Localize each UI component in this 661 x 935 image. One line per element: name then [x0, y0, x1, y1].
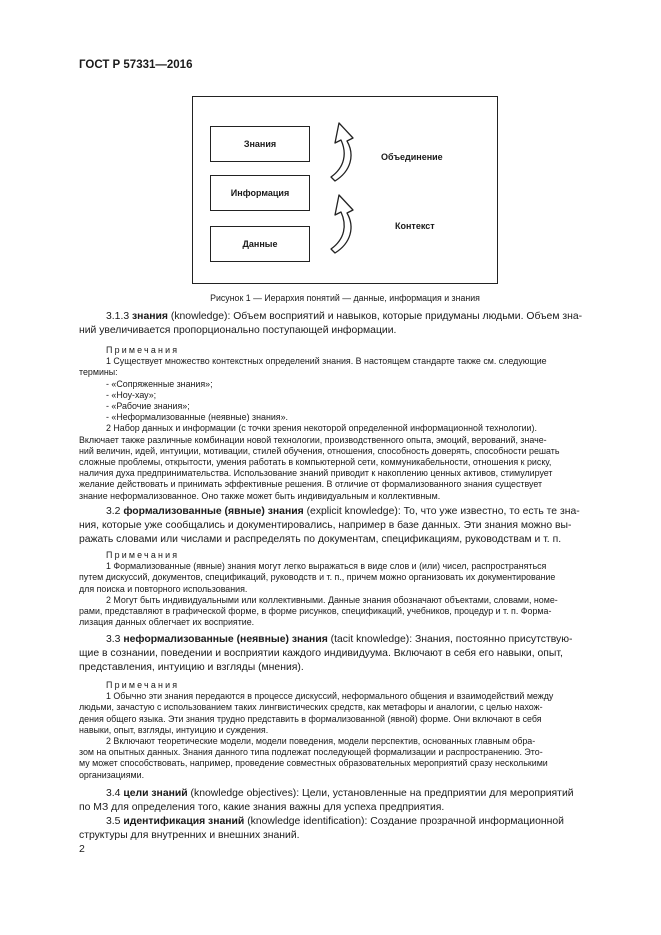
text-line: ний увеличивается пропорционально поступающей информации.	[79, 325, 397, 336]
label-context: Контекст	[395, 221, 435, 231]
section-number: 3.2	[106, 506, 121, 517]
figure-caption: Рисунок 1 — Иерархия понятий — данные, информация и знания	[210, 293, 480, 303]
note-line: 2 Включают теоретические модели, модели поведения, модели перспектив, основанных главным обра-	[106, 736, 536, 747]
note-list-item: - «Рабочие знания»;	[106, 401, 190, 412]
note-list-item: - «Неформализованные (неявные) знания».	[106, 412, 289, 423]
text-line: (knowledge objectives): Цели, установленные на предприятии для мероприятий	[187, 788, 574, 799]
notes-heading: Примечания	[106, 550, 180, 560]
note-line: навыки, опыт, взгляды, интуицию и суждения.	[79, 724, 269, 735]
note-line: 1 Формализованные (явные) знания могут легко выражаться в виде слов и (или) чисел, распространяться	[106, 561, 547, 572]
note-line: сложные проблемы, открытости, умения работать в компьютерной сети, коммуникабельности, отношения к риску,	[79, 457, 552, 468]
text-line: (tacit knowledge): Знания, постоянно присутствую-	[327, 634, 573, 645]
note-line: зом на опытных данных. Знания данного типа подлежат последующей формализации и распространению. Это-	[79, 747, 543, 758]
note-line: знание неформализованное. Оно также может быть индивидуальным и коллективным.	[79, 490, 441, 501]
note-line: 1 Обычно эти знания передаются в процессе дискуссий, неформального общения и взаимодействий между	[106, 691, 554, 702]
note-line: организациями.	[79, 769, 145, 780]
note-line: дения общего языка. Эти знания трудно представить в формализованной (явной) форме. Они включают в себя	[79, 713, 542, 724]
note-line: ний величин, идей, интуиции, мотивации, стилей обучения, отношения, способность доверять, способности решать	[79, 445, 560, 456]
text-line: (explicit knowledge): То, что уже известно, то есть те зна-	[303, 506, 580, 517]
note-line: 2 Набор данных и информации (с точки зрения некоторой определенной информационной технологии).	[106, 423, 537, 434]
section-number: 3.4	[106, 788, 121, 799]
text-line: ражать словами или числами и распределять по документам, спецификациям, руководствам и т. п.	[79, 534, 562, 545]
text-line: щие в сознании, поведении и восприятии каждого индивидуума. Включают в себя его навыки, опыт,	[79, 648, 563, 659]
notes-heading: Примечания	[106, 680, 180, 690]
section-number: 3.5	[106, 816, 121, 827]
page-number: 2	[79, 843, 85, 855]
text-line: ния, которые уже сообщались и документировались, например в базе данных. Эти знания можно вы-	[79, 520, 572, 531]
note-line: му может способствовать, например, проведение совместных образовательных мероприятий сразу несколькими	[79, 758, 548, 769]
box-knowledge: Знания	[210, 126, 310, 162]
standard-header: ГОСТ Р 57331—2016	[79, 59, 193, 71]
text-line: по МЗ для определения того, какие знания важны для успеха предприятия.	[79, 802, 445, 813]
label-combining: Объединение	[381, 152, 443, 162]
curved-arrow-upper-icon	[329, 121, 361, 183]
hierarchy-figure	[192, 96, 498, 284]
notes-block-1	[79, 345, 615, 502]
notes-block-2	[79, 550, 615, 628]
note-line: желание действовать и принимать эффективные решения. В отличие от формализованного знания существует	[79, 479, 543, 490]
note-line: Включает также различные комбинации новой технологии, производственного опыта, эмоций, верований, значе-	[79, 434, 547, 445]
text-line: структуры для внутренних и внешних знаний.	[79, 830, 300, 841]
term: знания	[132, 311, 168, 322]
text-line: (knowledge identification): Создание прозрачной информационной	[244, 816, 564, 827]
term: цели знаний	[123, 788, 188, 799]
section-number: 3.1.3	[106, 311, 130, 322]
note-line: рами, представляют в графической форме, в форме рисунков, спецификаций, учебников, процедур и т. п. Форма-	[79, 606, 552, 617]
text-line: (knowledge): Объем восприятий и навыков, которые придуманы людьми. Объем зна-	[167, 311, 583, 322]
note-list-item: - «Ноу-хау»;	[106, 389, 157, 400]
term: идентификация знаний	[123, 816, 245, 827]
note-line: термины:	[79, 367, 118, 378]
section-3-3	[79, 633, 615, 675]
notes-heading: Примечания	[106, 345, 180, 355]
section-3-4	[79, 787, 615, 815]
section-3-2	[79, 505, 615, 547]
box-data: Данные	[210, 226, 310, 262]
note-list-item: - «Сопряженные знания»;	[106, 378, 213, 389]
box-information: Информация	[210, 175, 310, 211]
note-line: 2 Могут быть индивидуальными или коллективными. Данные знания обозначают объектами, словами, номе-	[106, 594, 558, 605]
note-line: наличия духа предпринимательства. Использование знаний приводит к накоплению ценных активов, стимулирует	[79, 468, 553, 479]
note-line: людьми, зачастую с использованием таких лингвистических средств, как метафоры и аналогии, с целью нахож-	[79, 702, 543, 713]
section-3-1-3	[79, 310, 615, 338]
term: неформализованные (неявные) знания	[123, 634, 328, 645]
note-line: 1 Существует множество контекстных определений знания. В настоящем стандарте также см. следующие	[106, 356, 547, 367]
curved-arrow-lower-icon	[329, 193, 361, 255]
note-line: путем дискуссий, документов, спецификаций, руководств и т. п., причем можно организовать их документирование	[79, 572, 556, 583]
notes-block-3	[79, 680, 615, 781]
section-3-5	[79, 815, 615, 843]
term: формализованные (явные) знания	[123, 506, 304, 517]
text-line: представления, интуицию и взгляды (мнения).	[79, 662, 304, 673]
note-line: для поиска и повторного использования.	[79, 583, 248, 594]
section-number: 3.3	[106, 634, 121, 645]
note-line: лизация данных облегчает их восприятие.	[79, 617, 255, 628]
